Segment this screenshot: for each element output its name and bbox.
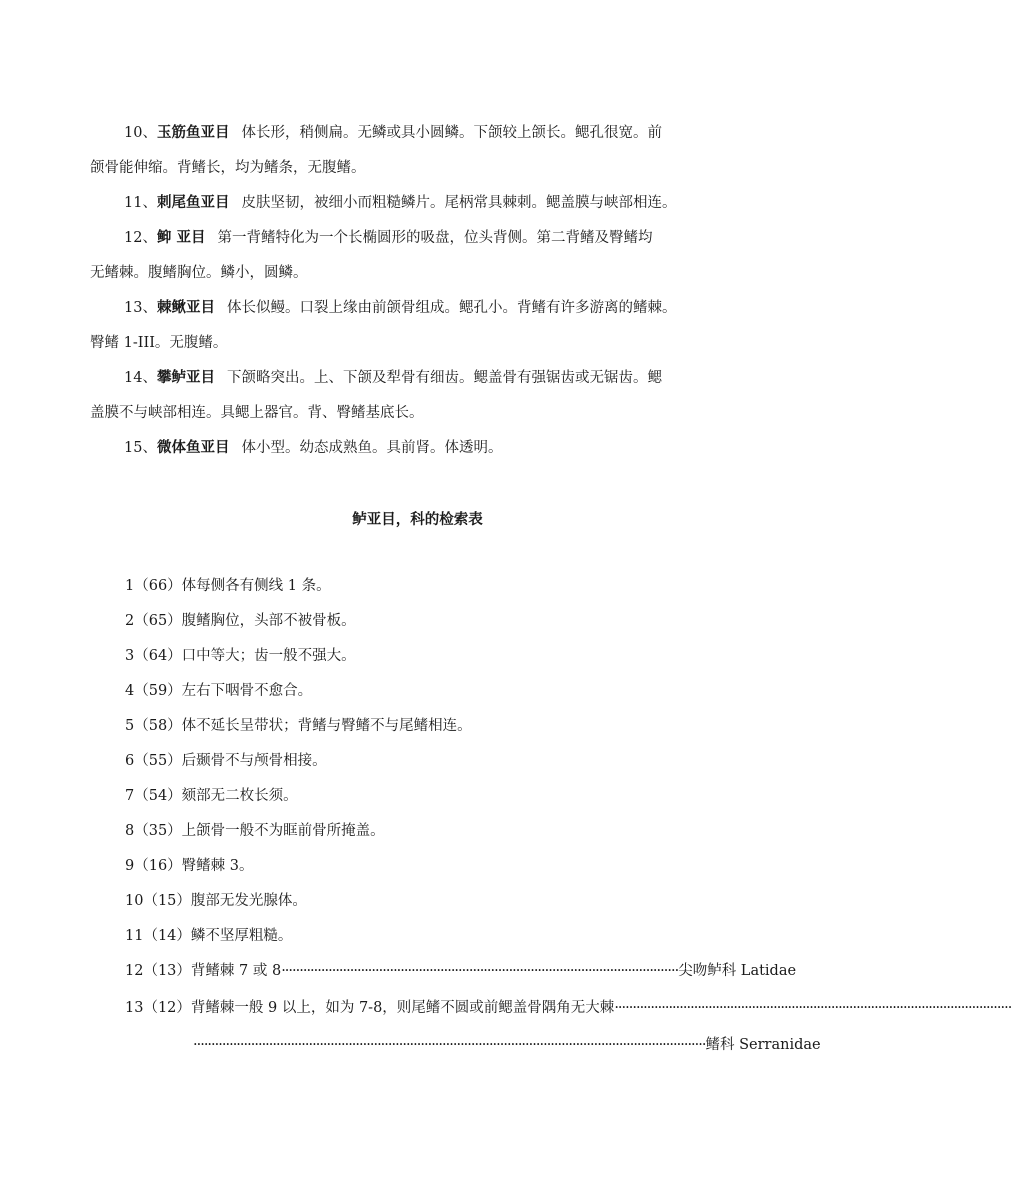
suborder-desc-line: 无鳍棘。腹鳍胸位。鳞小，圆鳞。 [90,265,308,281]
key-item: 6（55）后颞骨不与颅骨相接。 [125,753,327,769]
suborder-desc-line: 体长形，稍侧扁。无鳞或具小圆鳞。下颌较上颌长。鳃孔很宽。前 [241,125,662,141]
suborder-12 [90,220,750,291]
suborder-term: 微体鱼亚目 [156,439,230,456]
key-item-12 [125,961,797,981]
suborder-desc-line: 第一背鳍特化为一个长椭圆形的吸盘，位头背侧。第二背鳍及臀鳍均 [217,230,653,246]
key-item: 11（14）鳞不坚厚粗糙。 [125,928,293,944]
key-item-text: 12（13）背鳍棘 7 或 8 [125,963,282,979]
dot-leader: ·············································································································· [281,963,679,979]
dot-leader: ·············································································································································· [193,1037,706,1053]
key-item: 8（35）上颌骨一般不为眶前骨所掩盖。 [125,823,385,839]
key-item: 10（15）腹部无发光腺体。 [125,893,307,909]
suborder-10 [90,115,750,186]
suborder-desc-line: 体长似鳗。口裂上缘由前颌骨组成。鳃孔小。背鳍有许多游离的鳍棘。 [226,300,677,316]
key-item: 3（64）口中等大；齿一般不强大。 [125,648,356,664]
dot-leader: ·············································································································· [614,1000,1011,1016]
suborder-prefix: 11、 [124,195,157,211]
key-table-heading: 鲈亚目，科的检索表 [352,511,483,528]
suborder-15 [90,430,750,466]
suborder-prefix: 10、 [124,125,157,141]
suborder-prefix: 12、 [124,230,157,246]
key-item: 5（58）体不延长呈带状；背鳍与臀鳍不与尾鳍相连。 [125,718,472,734]
suborder-term: 刺尾鱼亚目 [156,194,230,211]
key-item-result: 尖吻鲈科 Latidae [678,963,797,979]
suborder-desc-line: 下颌略突出。上、下颌及犁骨有细齿。鳃盖骨有强锯齿或无锯齿。鳃 [226,370,662,386]
suborder-desc-line: 盖膜不与峡部相连。具鳃上器官。背、臀鳍基底长。 [90,405,424,421]
suborder-term: 棘鳅亚目 [156,299,215,316]
suborder-prefix: 13、 [124,300,157,316]
key-item: 4（59）左右下咽骨不愈合。 [125,683,313,699]
key-item-result: 鳍科 Serranidae [705,1037,821,1053]
key-item-text: 13（12）背鳍棘一般 9 以上，如为 7-8，则尾鳍不圆或前鳃盖骨隅角无大棘 [125,1000,615,1016]
suborder-desc-line: 体小型。幼态成熟鱼。具前肾。体透明。 [241,440,503,456]
key-item: 1（66）体每侧各有侧线 1 条。 [125,578,331,594]
suborder-term: 玉筋鱼亚目 [156,124,230,141]
suborder-14 [90,360,750,431]
key-item-13-continuation [193,1035,821,1055]
key-item: 7（54）颏部无二枚长须。 [125,788,298,804]
key-item-13 [125,998,1011,1018]
suborder-prefix: 15、 [124,440,157,456]
suborder-desc-line: 臀鳍 1-III。无腹鳍。 [90,335,228,351]
suborder-desc-line: 颌骨能伸缩。背鳍长，均为鳍条，无腹鳍。 [90,160,366,176]
suborder-term: 䲟 亚目 [156,229,206,246]
key-item: 2（65）腹鳍胸位，头部不被骨板。 [125,613,356,629]
suborder-desc-line: 皮肤坚韧，被细小而粗糙鳞片。尾柄常具棘刺。鳃盖膜与峡部相连。 [241,195,677,211]
suborder-prefix: 14、 [124,370,157,386]
suborder-term: 攀鲈亚目 [156,369,215,386]
key-item: 9（16）臀鳍棘 3。 [125,858,254,874]
suborder-13 [90,290,750,361]
suborder-11 [90,185,755,221]
